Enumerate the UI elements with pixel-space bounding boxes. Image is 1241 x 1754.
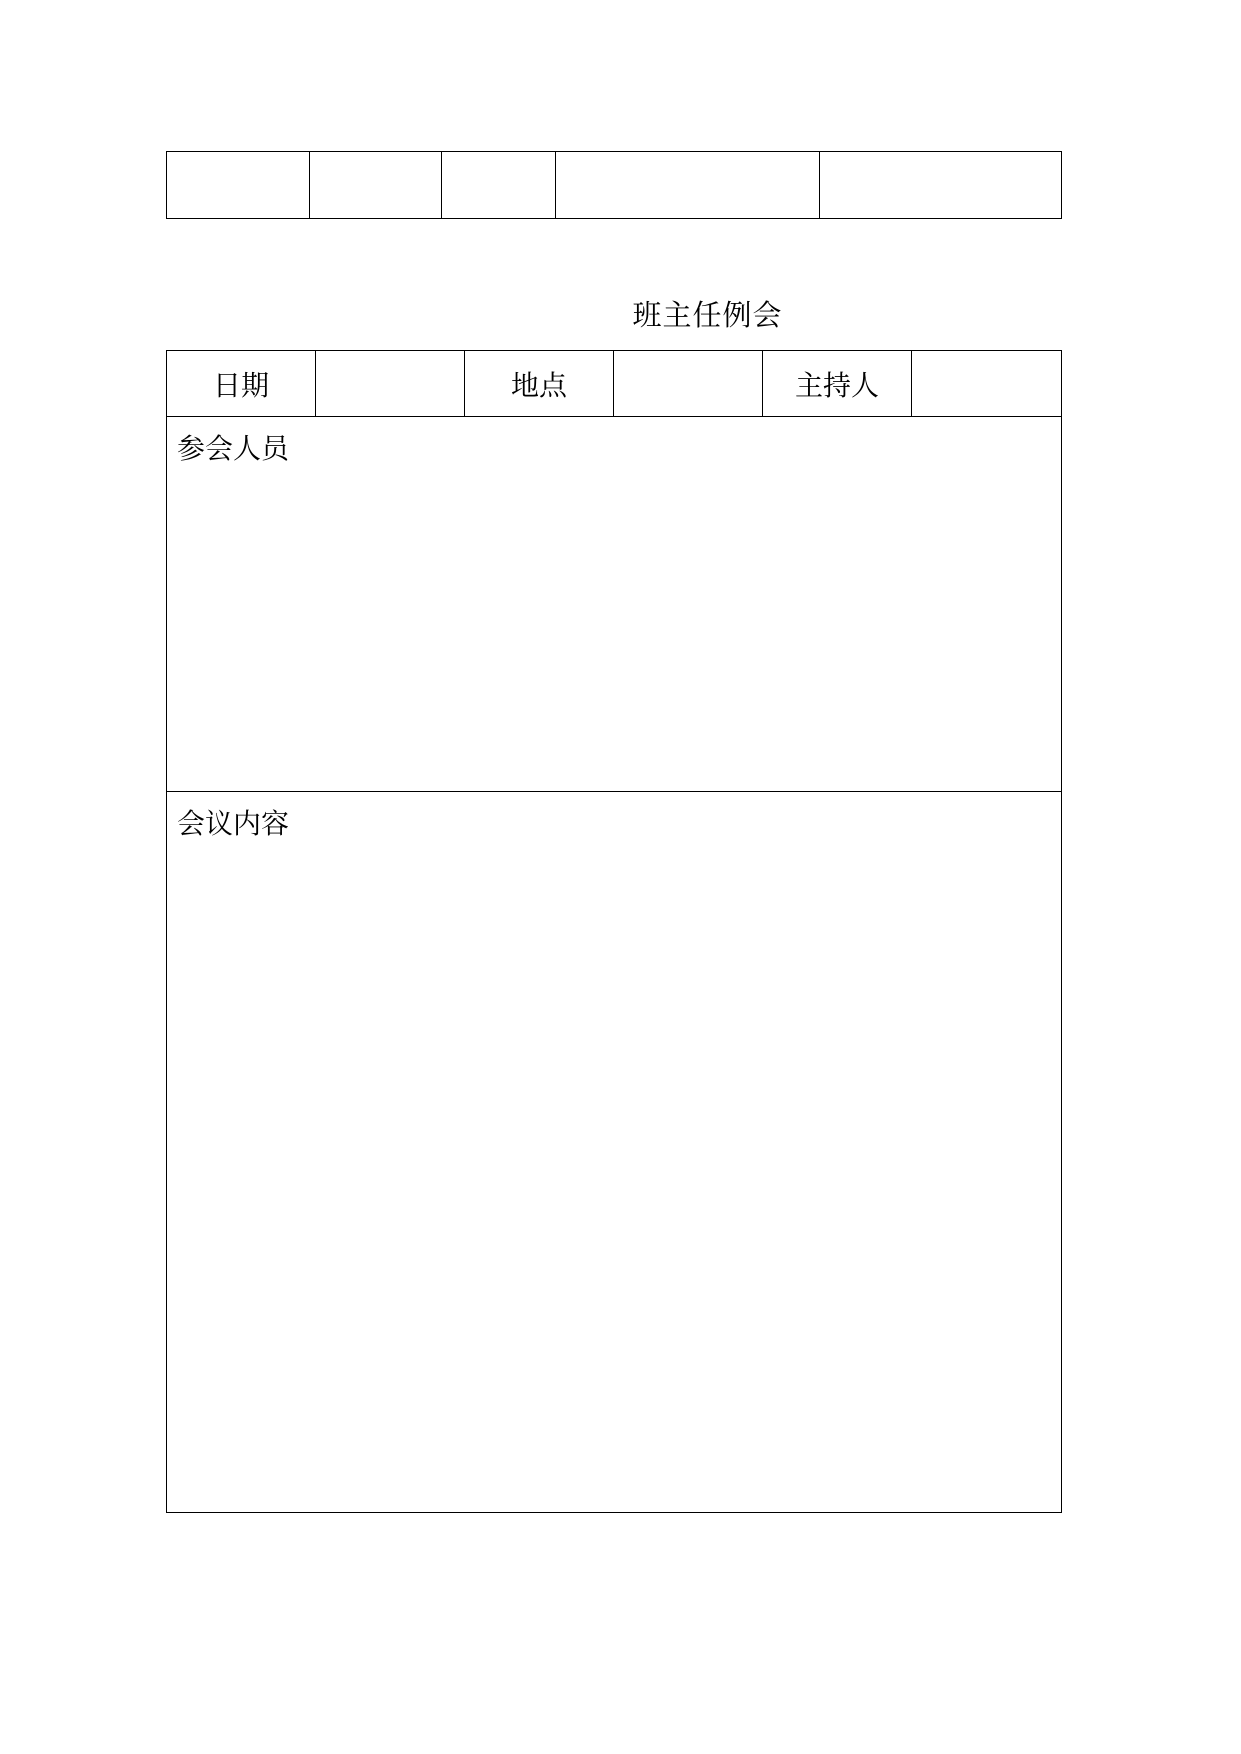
meeting-record-table <box>166 350 1062 1513</box>
attendees-row <box>167 417 1062 792</box>
previous-table-row <box>167 152 1062 219</box>
empty-cell <box>167 152 310 219</box>
date-label: 日期 <box>167 351 316 417</box>
empty-cell <box>556 152 820 219</box>
empty-cell <box>820 152 1062 219</box>
attendees-cell[interactable] <box>167 417 1062 792</box>
location-label: 地点 <box>465 351 614 417</box>
empty-cell <box>310 152 442 219</box>
document-title: 班主任例会 <box>632 298 783 332</box>
empty-cell <box>442 152 556 219</box>
meeting-content-cell[interactable] <box>167 792 1062 1513</box>
date-field[interactable] <box>316 351 465 417</box>
previous-table-fragment <box>166 151 1062 219</box>
location-field[interactable] <box>614 351 763 417</box>
meeting-content-row <box>167 792 1062 1513</box>
attendees-label: 参会人员 <box>177 432 290 465</box>
host-field[interactable] <box>912 351 1062 417</box>
meeting-content-label: 会议内容 <box>177 807 290 840</box>
meeting-info-row <box>167 351 1062 417</box>
host-label: 主持人 <box>763 351 912 417</box>
